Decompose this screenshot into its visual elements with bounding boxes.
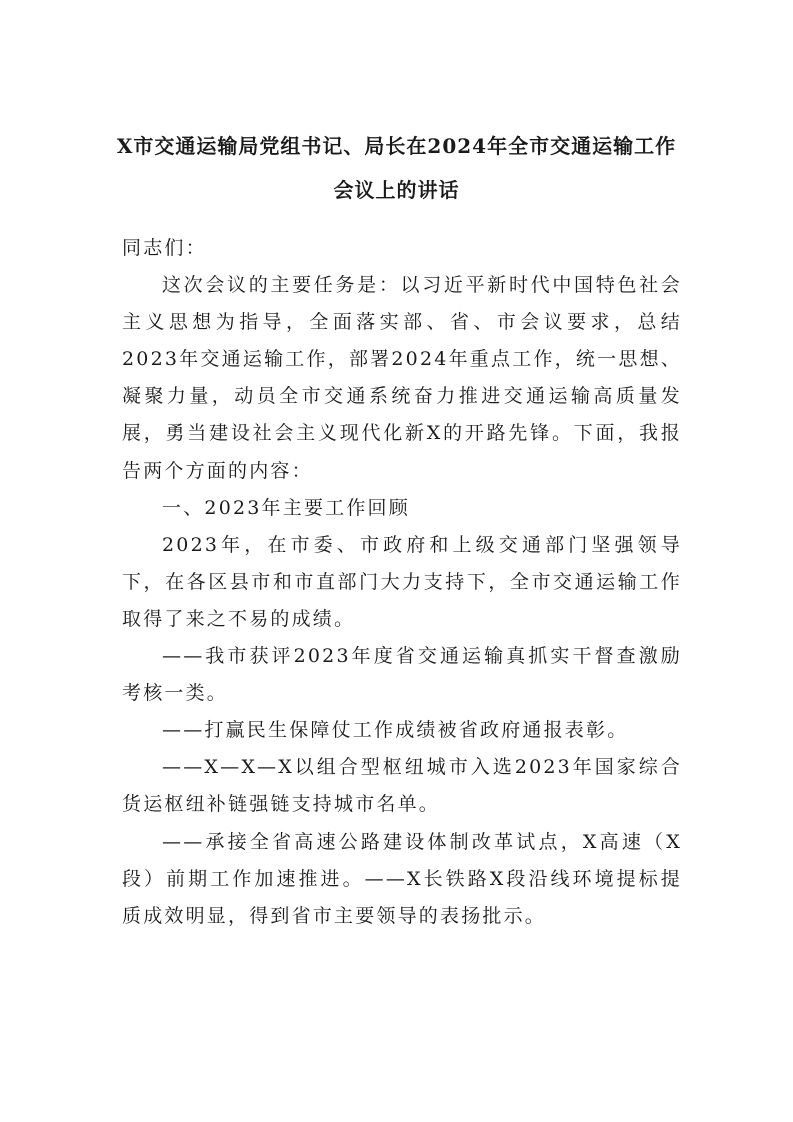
achievement-item: ——打赢民生保障仗工作成绩被省政府通报表彰。	[162, 719, 629, 742]
achievement-item: ——我市获评2023年度省交通运输真抓实干督查激励考核一类。	[122, 645, 682, 705]
paragraph-intro: 这次会议的主要任务是：以习近平新时代中国特色社会主义思想为指导，全面落实部、省、市会议要求，总结2023年交通运输工作，部署2024年重点工作，统一思想、凝聚力量，动员全市交通系统奋力推进交通运输高质量发展，勇当建设社会主义现代化新X的开路先锋。下面，我报告两个方面的内容：	[122, 274, 682, 482]
paragraph-achievements: 2023年，在市委、市政府和上级交通部门坚强领导下，在各区县市和市直部门大力支持下，全市交通运输工作取得了来之不易的成绩。	[122, 533, 682, 630]
document-body	[122, 230, 682, 935]
document-title-line-2: 会议上的讲话	[333, 178, 460, 202]
salutation: 同志们：	[122, 237, 207, 259]
document-title-line-1: X市交通运输局党组书记、局长在2024年全市交通运输工作	[116, 134, 677, 158]
achievement-item: ——承接全省高速公路建设体制改革试点，X高速（X段）前期工作加速推进。——X长铁路X段沿线环境提标提质成效明显，得到省市主要领导的表扬批示。	[122, 830, 682, 927]
section-heading-review: 一、2023年主要工作回顾	[162, 496, 410, 519]
achievement-item: ——X—X—X以组合型枢纽城市入选2023年国家综合货运枢纽补链强链支持城市名单。	[122, 756, 682, 816]
